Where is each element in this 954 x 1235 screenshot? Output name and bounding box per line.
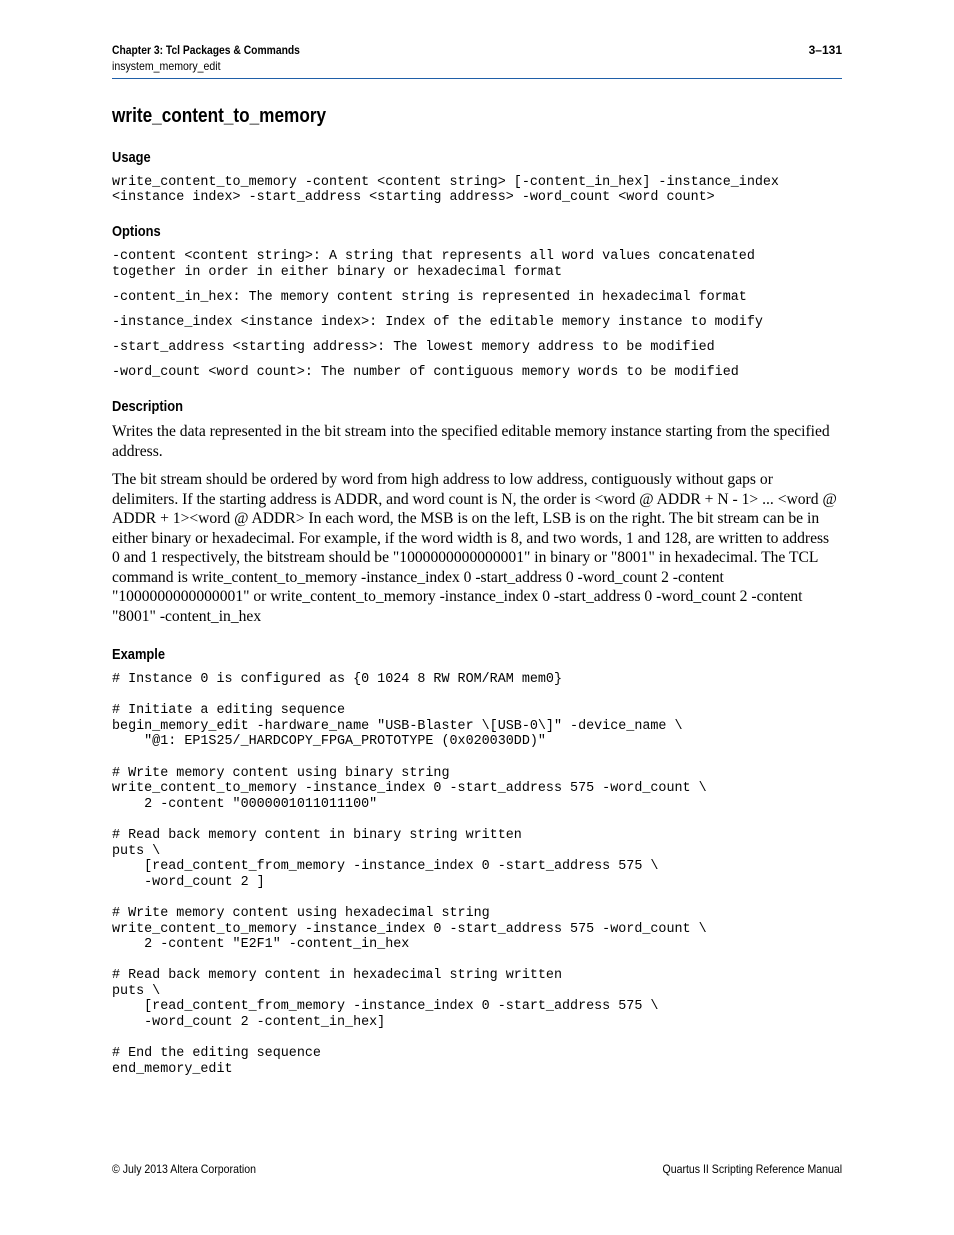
- page-header: [112, 42, 842, 79]
- code-line: [read_content_from_memory -instance_index 0 -start_address 575 \: [112, 859, 659, 875]
- code-line: "@1: EP1S25/_HARDCOPY_FPGA_PROTOTYPE (0x020030DD)": [112, 734, 546, 750]
- description-heading: Description: [112, 398, 183, 415]
- code-line: write_content_to_memory -instance_index 0 -start_address 575 -word_count \: [112, 781, 707, 797]
- code-line: # Instance 0 is configured as {0 1024 8 RW ROM/RAM mem0}: [112, 672, 562, 687]
- code-line: # Write memory content using binary string: [112, 765, 450, 781]
- page-number: 3–131: [808, 43, 842, 57]
- option-instance-index: -instance_index <instance index>: Index of the editable memory instance to modify: [112, 315, 763, 330]
- description-paragraph-1: Writes the data represented in the bit stream into the specified editable memory instance starting from the specified address.: [112, 423, 830, 460]
- section-name: insystem_memory_edit: [112, 59, 221, 73]
- code-line: # Initiate a editing sequence: [112, 703, 346, 719]
- option-start-address: -start_address <starting address>: The lowest memory address to be modified: [112, 340, 715, 355]
- code-line: # Read back memory content in binary string written: [112, 827, 522, 843]
- code-line: begin_memory_edit -hardware_name "USB-Blaster \[USB-0\]" -device_name \: [112, 718, 683, 734]
- footer-manual-title: Quartus II Scripting Reference Manual: [662, 1162, 842, 1176]
- page-footer: [112, 1162, 842, 1178]
- code-line: # Write memory content using hexadecimal string: [112, 905, 490, 921]
- usage-line-2: <instance index> -start_address <starting address> -word_count <word count>: [112, 190, 715, 205]
- code-line: write_content_to_memory -instance_index 0 -start_address 575 -word_count \: [112, 921, 707, 937]
- code-line: -word_count 2 -content_in_hex]: [112, 1015, 386, 1031]
- option-content-in-hex: -content_in_hex: The memory content string is represented in hexadecimal format: [112, 290, 747, 305]
- code-line: -word_count 2 ]: [112, 874, 265, 890]
- code-line: [112, 953, 707, 969]
- code-line: puts \: [112, 983, 161, 999]
- example-heading: Example: [112, 646, 166, 663]
- option-word-count: -word_count <word count>: The number of contiguous memory words to be modified: [112, 365, 739, 380]
- code-line: [read_content_from_memory -instance_index 0 -start_address 575 \: [112, 999, 659, 1015]
- code-line: 2 -content "E2F1" -content_in_hex: [112, 937, 410, 953]
- chapter-title: Chapter 3: Tcl Packages & Commands: [112, 43, 300, 57]
- code-line: puts \: [112, 843, 161, 859]
- code-line: [112, 750, 707, 766]
- usage-line-1: write_content_to_memory -content <content string> [-content_in_hex] -instance_index: [112, 175, 779, 190]
- code-line: [112, 812, 707, 828]
- code-line: [112, 688, 707, 704]
- code-line: end_memory_edit: [112, 1061, 233, 1077]
- usage-heading: Usage: [112, 149, 151, 166]
- command-title: write_content_to_memory: [112, 105, 327, 127]
- description-paragraph-2: The bit stream should be ordered by word from high address to low address, contiguously without gaps or delimiters. If the starting address is ADDR, and word count is N, the order is <word @ ADDR + N - 1> ... <word @ ADDR + 1><word @ ADDR> In each word, the MSB is on the left, LSB is on the right. The bit stream can be in either binary or hexadecimal. For example, if the word width is 8, and two words, 1 and 128, are written to address 0 and 1 respectively, the bitstream should be "1000000000000001" in binary or "8001" in hexadecimal. The TCL command is write_content_to_memory -instance_index 0 -start_address 0 -word_count 2 -content "1000000000000001" or write_content_to_memory -instance_index 0 -start_address 0 -word_count 2 -content "8001" -content_in_hex: [112, 471, 837, 625]
- footer-copyright: © July 2013 Altera Corporation: [112, 1162, 256, 1176]
- options-heading: Options: [112, 223, 161, 240]
- option-content: -content <content string>: A string that represents all word values concatenated together in order in either binary or hexadecimal format: [112, 249, 755, 280]
- code-line: # Read back memory content in hexadecimal string written: [112, 968, 562, 984]
- code-line: [112, 890, 707, 906]
- example-code-block: [112, 672, 707, 1077]
- code-line: # End the editing sequence: [112, 1046, 321, 1062]
- code-line: 2 -content "0000001011011100": [112, 796, 378, 812]
- code-line: [112, 1031, 707, 1047]
